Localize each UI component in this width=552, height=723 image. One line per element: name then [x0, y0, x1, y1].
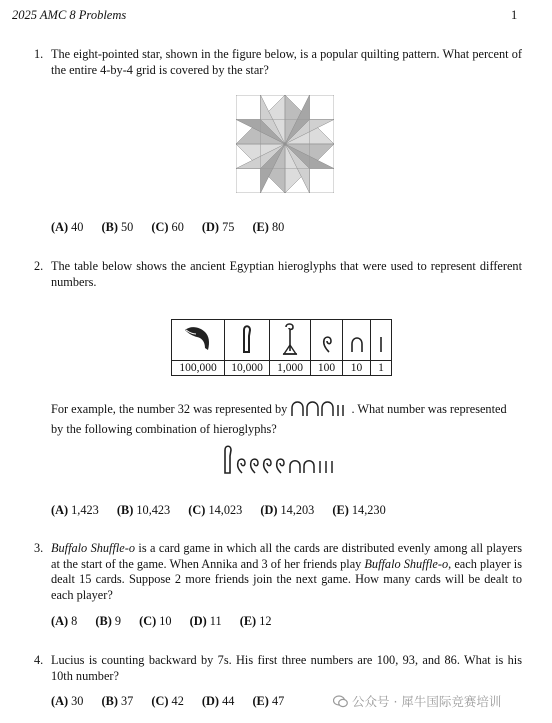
choice-a[interactable]: (A) 8 — [51, 614, 78, 628]
problem-text: The table below shows the ancient Egyptian hieroglyphs that were used to represent different numbers. — [51, 259, 522, 289]
problem-text: Lucius is counting backward by 7s. His first three numbers are 100, 93, and 86. What is his 10th number? — [51, 653, 522, 683]
table-value: 10 — [343, 361, 371, 376]
choice-b[interactable]: (B) 50 — [101, 220, 134, 234]
table-value: 10,000 — [225, 361, 270, 376]
heel-glyph-icon — [343, 320, 371, 361]
eight-pointed-star-figure — [236, 95, 334, 193]
choice-d[interactable]: (D) 11 — [189, 614, 222, 628]
lotus-glyph-icon — [270, 320, 311, 361]
watermark — [333, 692, 501, 710]
choice-a[interactable]: (A) 30 — [51, 694, 84, 708]
table-value: 1 — [371, 361, 392, 376]
choice-e[interactable]: (E) 14,230 — [332, 503, 386, 517]
choice-d[interactable]: (D) 14,203 — [260, 503, 315, 517]
choice-d[interactable]: (D) 44 — [201, 694, 235, 708]
table-value: 100,000 — [172, 361, 225, 376]
table-value: 100 — [311, 361, 343, 376]
problem-3 — [34, 541, 522, 603]
problem-number: 2. — [34, 259, 44, 273]
problem-number: 4. — [34, 653, 44, 667]
coil-glyph-icon — [311, 320, 343, 361]
answer-choices-4 — [51, 694, 299, 709]
choice-c[interactable]: (C) 10 — [139, 614, 172, 628]
example-text-post: . What number was represented — [351, 402, 507, 417]
problem-text: The eight-pointed star, shown in the figure below, is a popular quilting pattern. What percent of the entire 4-by-4 grid is covered by the star? — [51, 47, 522, 77]
choice-e[interactable]: (E) 47 — [252, 694, 285, 708]
page-header-title: 2025 AMC 8 Problems — [12, 8, 127, 22]
answer-choices-3 — [51, 614, 287, 629]
problem-2 — [34, 259, 522, 290]
problem-number: 3. — [34, 541, 44, 555]
problem-1 — [34, 47, 522, 78]
choice-c[interactable]: (C) 42 — [151, 694, 184, 708]
page-number: 1 — [511, 8, 518, 22]
choice-b[interactable]: (B) 9 — [95, 614, 122, 628]
example-32-glyphs-icon — [290, 399, 348, 422]
choice-c[interactable]: (C) 60 — [151, 220, 184, 234]
answer-choices-1 — [51, 220, 299, 235]
problem-text: Buffalo Shuffle-o is a card game in which all the cards are distributed evenly among all players at the start of the game. When Annika and 3 of her friends play Buffalo Shuffle-o, each player is dealt 15 cards. Suppose 2 more friends join the next game. How many cards will be dealt to each player? — [51, 541, 523, 602]
problem-2-example — [51, 399, 523, 437]
choice-e[interactable]: (E) 12 — [239, 614, 272, 628]
answer-choices-2 — [51, 503, 401, 518]
wechat-icon — [333, 695, 348, 708]
choice-e[interactable]: (E) 80 — [252, 220, 285, 234]
finger-glyph-icon — [225, 320, 270, 361]
table-value: 1,000 — [270, 361, 311, 376]
hieroglyph-combination-icon — [222, 442, 344, 476]
example-text-pre: For example, the number 32 was represented by — [51, 402, 288, 417]
choice-d[interactable]: (D) 75 — [201, 220, 235, 234]
tadpole-glyph-icon — [172, 320, 225, 361]
problem-number: 1. — [34, 47, 44, 61]
example-text-line2: by the following combination of hieroglyphs? — [51, 421, 277, 436]
choice-b[interactable]: (B) 10,423 — [116, 503, 171, 517]
watermark-text: 公众号 · 犀牛国际竞赛培训 — [352, 694, 502, 709]
choice-a[interactable]: (A) 1,423 — [51, 503, 99, 517]
choice-c[interactable]: (C) 14,023 — [188, 503, 243, 517]
problem-4 — [34, 653, 522, 684]
choice-b[interactable]: (B) 37 — [101, 694, 134, 708]
stroke-glyph-icon — [371, 320, 392, 361]
hieroglyph-table — [171, 319, 392, 376]
choice-a[interactable]: (A) 40 — [51, 220, 84, 234]
